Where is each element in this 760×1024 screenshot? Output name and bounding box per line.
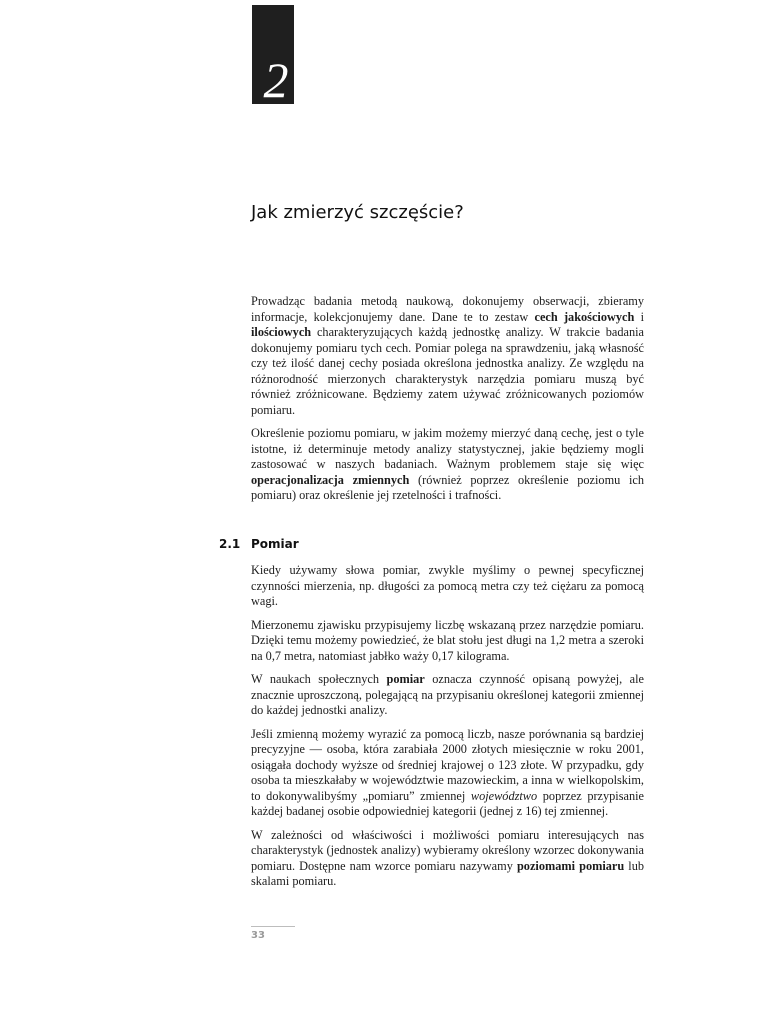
section-paragraph-1: Kiedy używamy słowa pomiar, zwykle myślimy o pewnej specyficznej czynności mierzenia, np. długości za pomocą metra czy też ciężaru za pomocą wagi. (251, 563, 644, 608)
term-qualitative: cech jakościowych (534, 309, 635, 324)
chapter-number: 2 (263, 52, 289, 108)
intro-paragraph-1: Prowadząc badania metodą naukową, dokonujemy obserwacji, zbieramy informacje, kolekcjonujemy dane. Dane te to zestaw cech jakościowych i ilościowych charakteryzujących każdą jednostkę analizy. W trakcie badania dokonujemy pomiaru tych cech. Pomiar polega na sprawdzeniu, jaką własność czy też ilość danej cechy posiada określona jednostka analizy. Ze względu na różnorodność mierzonych charakterystyk narzędzia pomiaru muszą być również zróżnicowane. Będziemy zatem używać zróżnicowanych poziomów pomiaru. (251, 294, 644, 417)
term-wojewodztwo: województwo (470, 788, 538, 803)
section-paragraph-4: Jeśli zmienną możemy wyrazić za pomocą liczb, nasze porównania są bardziej precyzyjne — osoba, która zarabiała 2000 złotych miesięcznie w roku 2001, osiągała dochody wyższe od średniej krajowej o 123 złote. W przypadku, gdy osoba ta mieszkałaby w województwie mazowieckim, a inna w wielkopolskim, to dokonywalibyśmy „pomiaru” zmiennej województwo poprzez przypisanie każdej badanej osobie odpowiedniej kategorii (jednej z 16) tej zmiennej. (251, 726, 644, 818)
intro-text (251, 294, 644, 504)
section-heading (219, 537, 299, 551)
intro-paragraph-2: Określenie poziomu pomiaru, w jakim możemy mierzyć daną cechę, jest o tyle istotne, iż determinuje metody analizy statystycznej, jakie będziemy mogli zastosować w naszych badaniach. Ważnym problemem staje się więc operacjonalizacja zmiennych (również poprzez określenie poziomu ich pomiaru) oraz określenie jej rzetelności i trafności. (251, 426, 645, 502)
section-paragraph-5: W zależności od właściwości i możliwości pomiaru interesujących nas charakterystyk (jednostek analizy) wybieramy określony wzorzec dokonywania pomiaru. Dostępne nam wzorce pomiaru nazywamy poziomami pomiaru lub skalami pomiaru. (251, 827, 645, 888)
section-paragraph-3: W naukach społecznych pomiar oznacza czynność opisaną powyżej, ale znacznie uproszczoną, polegającą na przypisaniu określonej kategorii zmiennej do każdej jednostki analizy. (251, 672, 644, 717)
chapter-title: Jak zmierzyć szczęście? (251, 202, 464, 223)
term-pomiar: pomiar (386, 672, 425, 686)
term-quantitative: ilościowych (251, 325, 312, 339)
section-title: Pomiar (251, 537, 299, 551)
section-paragraph-2: Mierzonemu zjawisku przypisujemy liczbę wskazaną przez narzędzie pomiaru. Dzięki temu możemy powiedzieć, że blat stołu jest długi na 1,2 metra a szeroki na 0,7 metra, natomiast jabłko waży 0,17 kilograma. (251, 617, 644, 663)
footer-rule (251, 926, 295, 927)
section-text (251, 563, 644, 890)
section-number: 2.1 (219, 537, 241, 551)
term-levels-of-measurement: poziomami pomiaru (516, 858, 625, 873)
page-number: 33 (251, 930, 265, 941)
term-operationalization: operacjonalizacja zmiennych (251, 472, 410, 487)
